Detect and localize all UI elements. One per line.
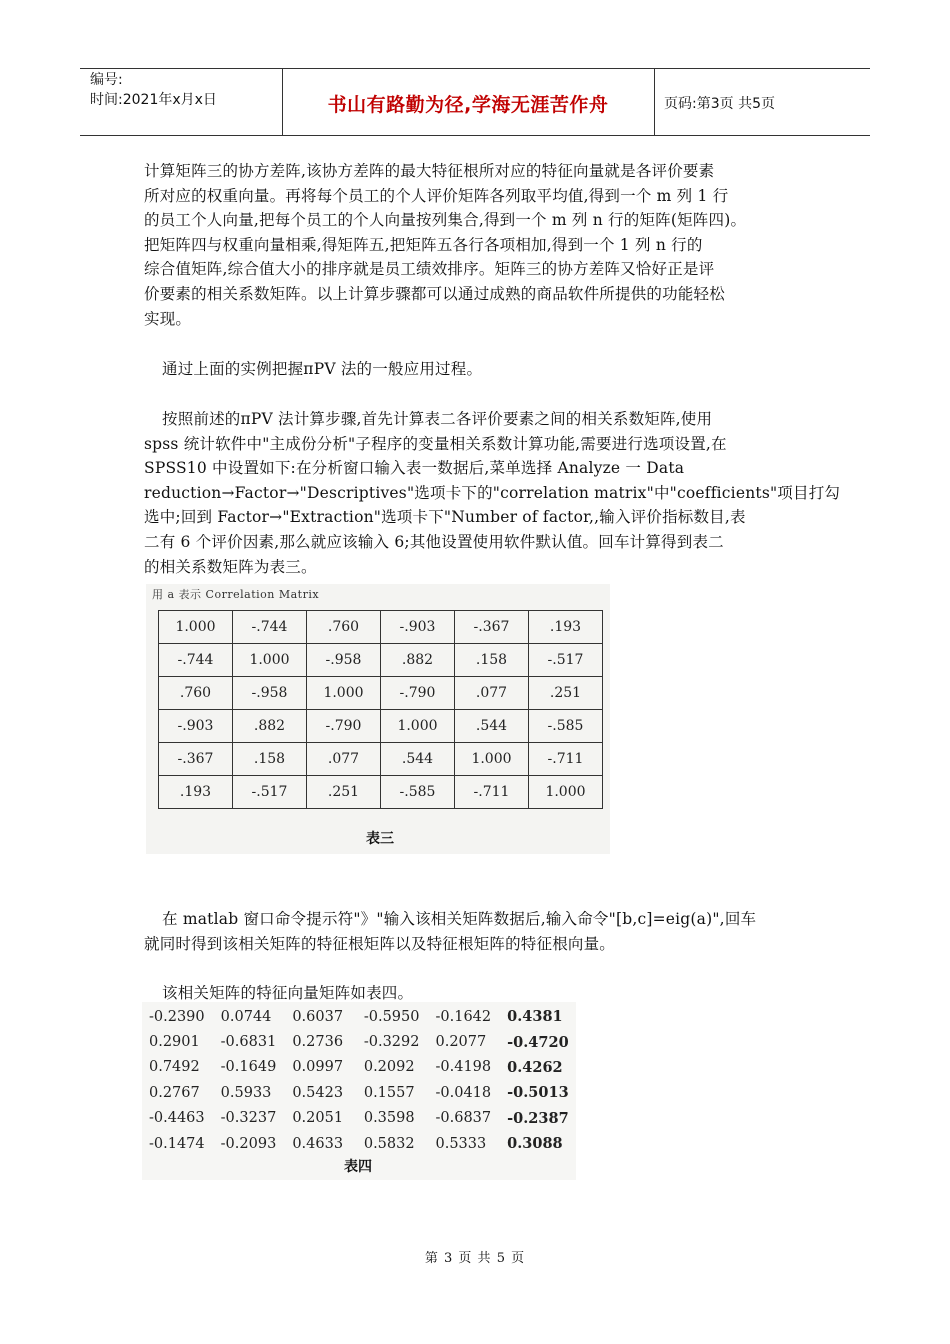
table-cell: 0.1557 <box>363 1084 415 1101</box>
header-page-number: 页码:第3页 共5页 <box>664 96 775 112</box>
table-cell: -0.6837 <box>435 1110 492 1127</box>
table-cell: -0.4463 <box>149 1110 205 1127</box>
text-line: 所对应的权重向量。再将每个员工的个人评价矩阵各列取平均值,得到一个 m 列 1 行 <box>144 186 729 205</box>
table-cell: -.517 <box>529 644 603 677</box>
table-row <box>159 710 603 743</box>
paragraph-spss <box>144 407 841 579</box>
table-cell: -0.1642 <box>435 1008 492 1025</box>
table-cell: -0.6831 <box>220 1034 277 1051</box>
table-cell: 0.0997 <box>292 1059 344 1076</box>
table-cell: -0.2093 <box>220 1135 277 1152</box>
table-row <box>146 1080 576 1105</box>
table-row <box>146 1004 576 1029</box>
correlation-matrix-table <box>158 610 603 809</box>
table-cell: .077 <box>455 677 529 710</box>
table-cell: -.711 <box>455 776 529 809</box>
paragraph-matlab <box>144 907 824 956</box>
text-line: 按照前述的πPV 法计算步骤,首先计算表二各评价要素之间的相关系数矩阵,使用 <box>162 410 713 428</box>
table-cell: .158 <box>455 644 529 677</box>
table-cell: -0.0418 <box>435 1084 492 1101</box>
table-cell: .760 <box>159 677 233 710</box>
table3-label: 表三 <box>366 831 394 847</box>
table-row <box>146 1055 576 1080</box>
table-cell: -.744 <box>233 611 307 644</box>
table-cell: -0.4720 <box>507 1033 569 1051</box>
table-cell: .158 <box>233 743 307 776</box>
table-cell: 0.3088 <box>507 1135 563 1153</box>
table-cell: 0.4262 <box>507 1058 563 1076</box>
table-cell: -.958 <box>233 677 307 710</box>
text-line: 价要素的相关系数矩阵。以上计算步骤都可以通过成熟的商品软件所提供的功能轻松 <box>144 284 725 303</box>
text-line: 二有 6 个评价因素,那么就应该输入 6;其他设置使用软件默认值。回车计算得到表二 <box>144 532 724 551</box>
eigenvector-matrix-table <box>146 1004 576 1156</box>
table-cell: .193 <box>529 611 603 644</box>
table-cell: -.790 <box>381 677 455 710</box>
table-cell: 0.2077 <box>435 1034 487 1051</box>
table-cell: .544 <box>381 743 455 776</box>
table-cell: .882 <box>381 644 455 677</box>
table-cell: 1.000 <box>381 710 455 743</box>
number-label: 编号: <box>90 72 123 88</box>
table-cell: -0.1649 <box>220 1059 277 1076</box>
table-row <box>159 611 603 644</box>
table-cell: .882 <box>233 710 307 743</box>
table4-label: 表四 <box>344 1159 372 1175</box>
correlation-matrix-figure <box>146 584 610 854</box>
text-line: 把矩阵四与权重向量相乘,得矩阵五,把矩阵五各行各项相加,得到一个 1 列 n 行的 <box>144 235 703 254</box>
table-cell: 0.6037 <box>292 1008 344 1025</box>
paragraph-intro <box>162 357 842 382</box>
table3-caption: 用 a 表示 Correlation Matrix <box>152 588 320 601</box>
text-line: 计算矩阵三的协方差阵,该协方差阵的最大特征根所对应的特征向量就是各评价要素 <box>144 162 715 180</box>
table-cell: 0.2767 <box>149 1084 200 1101</box>
text-line: 通过上面的实例把握πPV 法的一般应用过程。 <box>162 360 483 378</box>
text-line: 选中;回到 Factor→"Extraction"选项卡下"Number of factor,,输入评价指标数目,表 <box>144 508 746 527</box>
table-cell: 0.2051 <box>292 1110 344 1127</box>
table-row <box>159 776 603 809</box>
table-cell: 0.0744 <box>220 1008 272 1025</box>
header-motto: 书山有路勤为径,学海无涯苦作舟 <box>327 94 609 116</box>
table-cell: .760 <box>307 611 381 644</box>
table-cell: -.367 <box>159 743 233 776</box>
table-cell: -0.1474 <box>149 1135 205 1152</box>
table-cell: -0.3292 <box>363 1034 420 1051</box>
table-cell: -.790 <box>307 710 381 743</box>
table-cell: 0.5832 <box>363 1135 415 1152</box>
table-row <box>159 743 603 776</box>
table-cell: 0.7492 <box>149 1059 200 1076</box>
text-line: SPSS10 中设置如下:在分析窗口输入表一数据后,菜单选择 Analyze 一 Data <box>144 459 685 478</box>
eigenvector-matrix-figure <box>142 1002 576 1180</box>
table-cell: -.744 <box>159 644 233 677</box>
table-cell: 0.4381 <box>507 1008 563 1026</box>
table-cell: -.711 <box>529 743 603 776</box>
text-line: 实现。 <box>144 309 192 328</box>
table-cell: 0.5933 <box>220 1084 272 1101</box>
time-label: 时间:2021年x月x日 <box>90 92 217 108</box>
table-cell: 0.2736 <box>292 1034 344 1051</box>
table-cell: -0.2387 <box>507 1109 569 1127</box>
table-cell: 1.000 <box>233 644 307 677</box>
table-cell: 0.5423 <box>292 1084 344 1101</box>
table-cell: 0.5333 <box>435 1135 487 1152</box>
text-line: 在 matlab 窗口命令提示符"》"输入该相关矩阵数据后,输入命令"[b,c]=eig(a)",回车 <box>162 910 757 928</box>
table-cell: 1.000 <box>529 776 603 809</box>
table-cell: .251 <box>307 776 381 809</box>
text-line: 的员工个人向量,把每个员工的个人向量按列集合,得到一个 m 列 n 行的矩阵(矩阵四)。 <box>144 211 747 230</box>
table-cell: 1.000 <box>307 677 381 710</box>
table-cell: -0.4198 <box>435 1059 492 1076</box>
table-cell: 0.2901 <box>149 1034 200 1051</box>
text-line: 就同时得到该相关矩阵的特征根矩阵以及特征根矩阵的特征根向量。 <box>144 934 616 953</box>
table-cell: -0.5950 <box>363 1008 420 1025</box>
table-cell: 0.4633 <box>292 1135 344 1152</box>
table-cell: 1.000 <box>455 743 529 776</box>
table-cell: -.585 <box>529 710 603 743</box>
paragraph-covariance <box>144 159 824 331</box>
header-meta <box>90 70 217 110</box>
table-cell: -.903 <box>159 710 233 743</box>
header-divider <box>654 68 655 136</box>
table-cell: -0.5013 <box>507 1084 569 1102</box>
table-row <box>146 1106 576 1131</box>
table-cell: .251 <box>529 677 603 710</box>
table-cell: .544 <box>455 710 529 743</box>
table-row <box>159 677 603 710</box>
table-cell: -.367 <box>455 611 529 644</box>
text-line: 该相关矩阵的特征向量矩阵如表四。 <box>162 984 414 1002</box>
table-cell: 0.3598 <box>363 1110 415 1127</box>
table-cell: -0.3237 <box>220 1110 277 1127</box>
header-top-rule <box>80 68 870 69</box>
table-cell: .077 <box>307 743 381 776</box>
text-line: 的相关系数矩阵为表三。 <box>144 557 317 576</box>
table-cell: 0.2092 <box>363 1059 415 1076</box>
table-cell: -.958 <box>307 644 381 677</box>
table-row <box>146 1029 576 1054</box>
text-line: reduction→Factor→"Descriptives"选项卡下的"correlation matrix"中"coefficients"项目打勾 <box>144 483 841 502</box>
table-cell: .193 <box>159 776 233 809</box>
table-cell: -.517 <box>233 776 307 809</box>
text-line: spss 统计软件中"主成份分析"子程序的变量相关系数计算功能,需要进行选项设置,在 <box>144 434 727 453</box>
page-footer: 第 3 页 共 5 页 <box>424 1251 526 1266</box>
table-row <box>146 1131 576 1156</box>
table-cell: -0.2390 <box>149 1008 205 1025</box>
table-row <box>159 644 603 677</box>
header-bottom-rule <box>80 135 870 136</box>
text-line: 综合值矩阵,综合值大小的排序就是员工绩效排序。矩阵三的协方差阵又恰好正是评 <box>144 260 715 279</box>
table-cell: -.903 <box>381 611 455 644</box>
table-cell: 1.000 <box>159 611 233 644</box>
table-cell: -.585 <box>381 776 455 809</box>
